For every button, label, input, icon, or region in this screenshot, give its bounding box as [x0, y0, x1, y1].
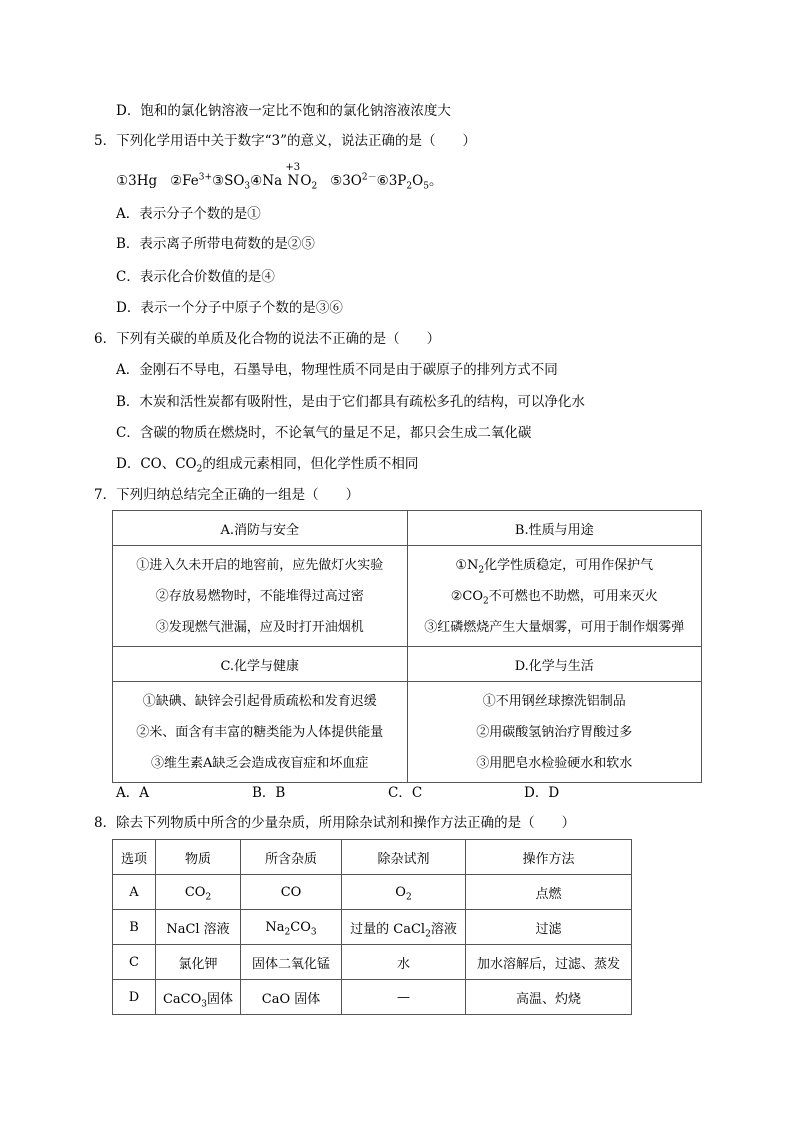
q8-stem: 8．除去下列物质中所含的少量杂质，所用除杂试剂和操作方法正确的是（ ）	[94, 815, 576, 831]
q5-item-4: ④Na	[250, 173, 283, 189]
q6-stem: 6．下列有关碳的单质及化合物的说法不正确的是（ ）	[94, 331, 441, 347]
q6-option-b: B．木炭和活性炭都有吸附性，是由于它们都具有疏松多孔的结构，可以净化水	[116, 394, 585, 410]
q5-option-d: D．表示一个分子中原子个数的是③⑥	[116, 300, 343, 316]
q5-item-3: ③SO	[212, 173, 245, 189]
q5-option-c: C．表示化合价数值的是④	[116, 269, 275, 285]
table-row: A $CO_2$ CO $O_2$ 点燃	[113, 875, 632, 910]
q7-stem: 7．下列归纳总结完全正确的一组是（ ）	[94, 487, 360, 503]
q8-header-row: 选项 物质 所含杂质 除杂试剂 操作方法	[113, 840, 632, 875]
q7-answer-options	[116, 783, 660, 803]
table-row: C 氯化钾 固体二氧化锰 水 加水溶解后，过滤、蒸发	[113, 945, 632, 980]
q8-table	[112, 839, 632, 1015]
q7-cell-a: ①进入久未开启的地窖前，应先做灯火实验 ②存放易燃物时，不能堆得过高过密 ③发现燃气泄漏，应及时打开油烟机	[113, 546, 408, 647]
q5-option-a: A．表示分子个数的是①	[116, 206, 261, 222]
q7-cell-b: $①N_2$化学性质稳定，可用作保护气 $②CO_2$不可燃也不助燃，可用来灭火 ③红磷燃烧产生大量烟雾，可用于制作烟雾弹	[407, 546, 702, 647]
q5-valence-n: +3 N	[285, 162, 301, 189]
q5-stem: 5．下列化学用语中关于数字“3”的意义，说法正确的是（ ）	[94, 133, 476, 149]
q7-answer-a: A．A	[116, 785, 149, 801]
q6-option-c: C．含碳的物质在燃烧时，不论氧气的量足不足，都只会生成二氧化碳	[116, 425, 532, 441]
q7-cell-a-title: A.消防与安全	[113, 511, 408, 546]
q7-cell-b-title: B.性质与用途	[407, 511, 702, 546]
q7-cell-d-title: D.化学与生活	[407, 647, 702, 682]
q5-item-5: ⑤3O	[330, 173, 362, 189]
q5-option-b: B．表示离子所带电荷数的是②⑤	[116, 236, 315, 252]
q7-answer-c: C．C	[388, 785, 423, 801]
q4-option-d: D．饱和的氯化钠溶液一定比不饱和的氯化钠溶液浓度大	[116, 103, 451, 119]
table-row: B NaCl 溶液 $Na_2CO_3$ 过量的 CaCl$_2$溶液 过滤	[113, 910, 632, 945]
q7-table	[112, 510, 702, 783]
q6-option-a: A．金刚石不导电，石墨导电，物理性质不同是由于碳原子的排列方式不同	[116, 362, 558, 378]
q7-cell-d: ①不用钢丝球擦洗铝制品 ②用碳酸氢钠治疗胃酸过多 ③用肥皂水检验硬水和软水	[407, 682, 702, 783]
q5-items: ①3Hg $②Fe^{3+}③SO_3④Na$ +3 $NO_2$ $⑤3O^{2-}⑥3P_2O_5$。	[116, 162, 443, 192]
q7-answer-d: D．D	[524, 785, 560, 801]
q7-cell-c: ①缺碘、缺锌会引起骨质疏松和发育迟缓 ②米、面含有丰富的糖类能为人体提供能量 ③维生素A缺乏会造成夜盲症和坏血症	[113, 682, 408, 783]
q6-option-d: D．CO、$CO_2$的组成元素相同，但化学性质不相同	[116, 456, 419, 475]
q5-item-2: ②Fe	[169, 173, 199, 189]
q5-item-1: ①3Hg	[116, 173, 158, 189]
q7-cell-c-title: C.化学与健康	[113, 647, 408, 682]
table-row: D CaCO$_3$固体 CaO 固体 — 高温、灼烧	[113, 980, 632, 1015]
q5-item-6: ⑥3P	[376, 173, 407, 189]
q7-answer-b: B．B	[252, 785, 286, 801]
